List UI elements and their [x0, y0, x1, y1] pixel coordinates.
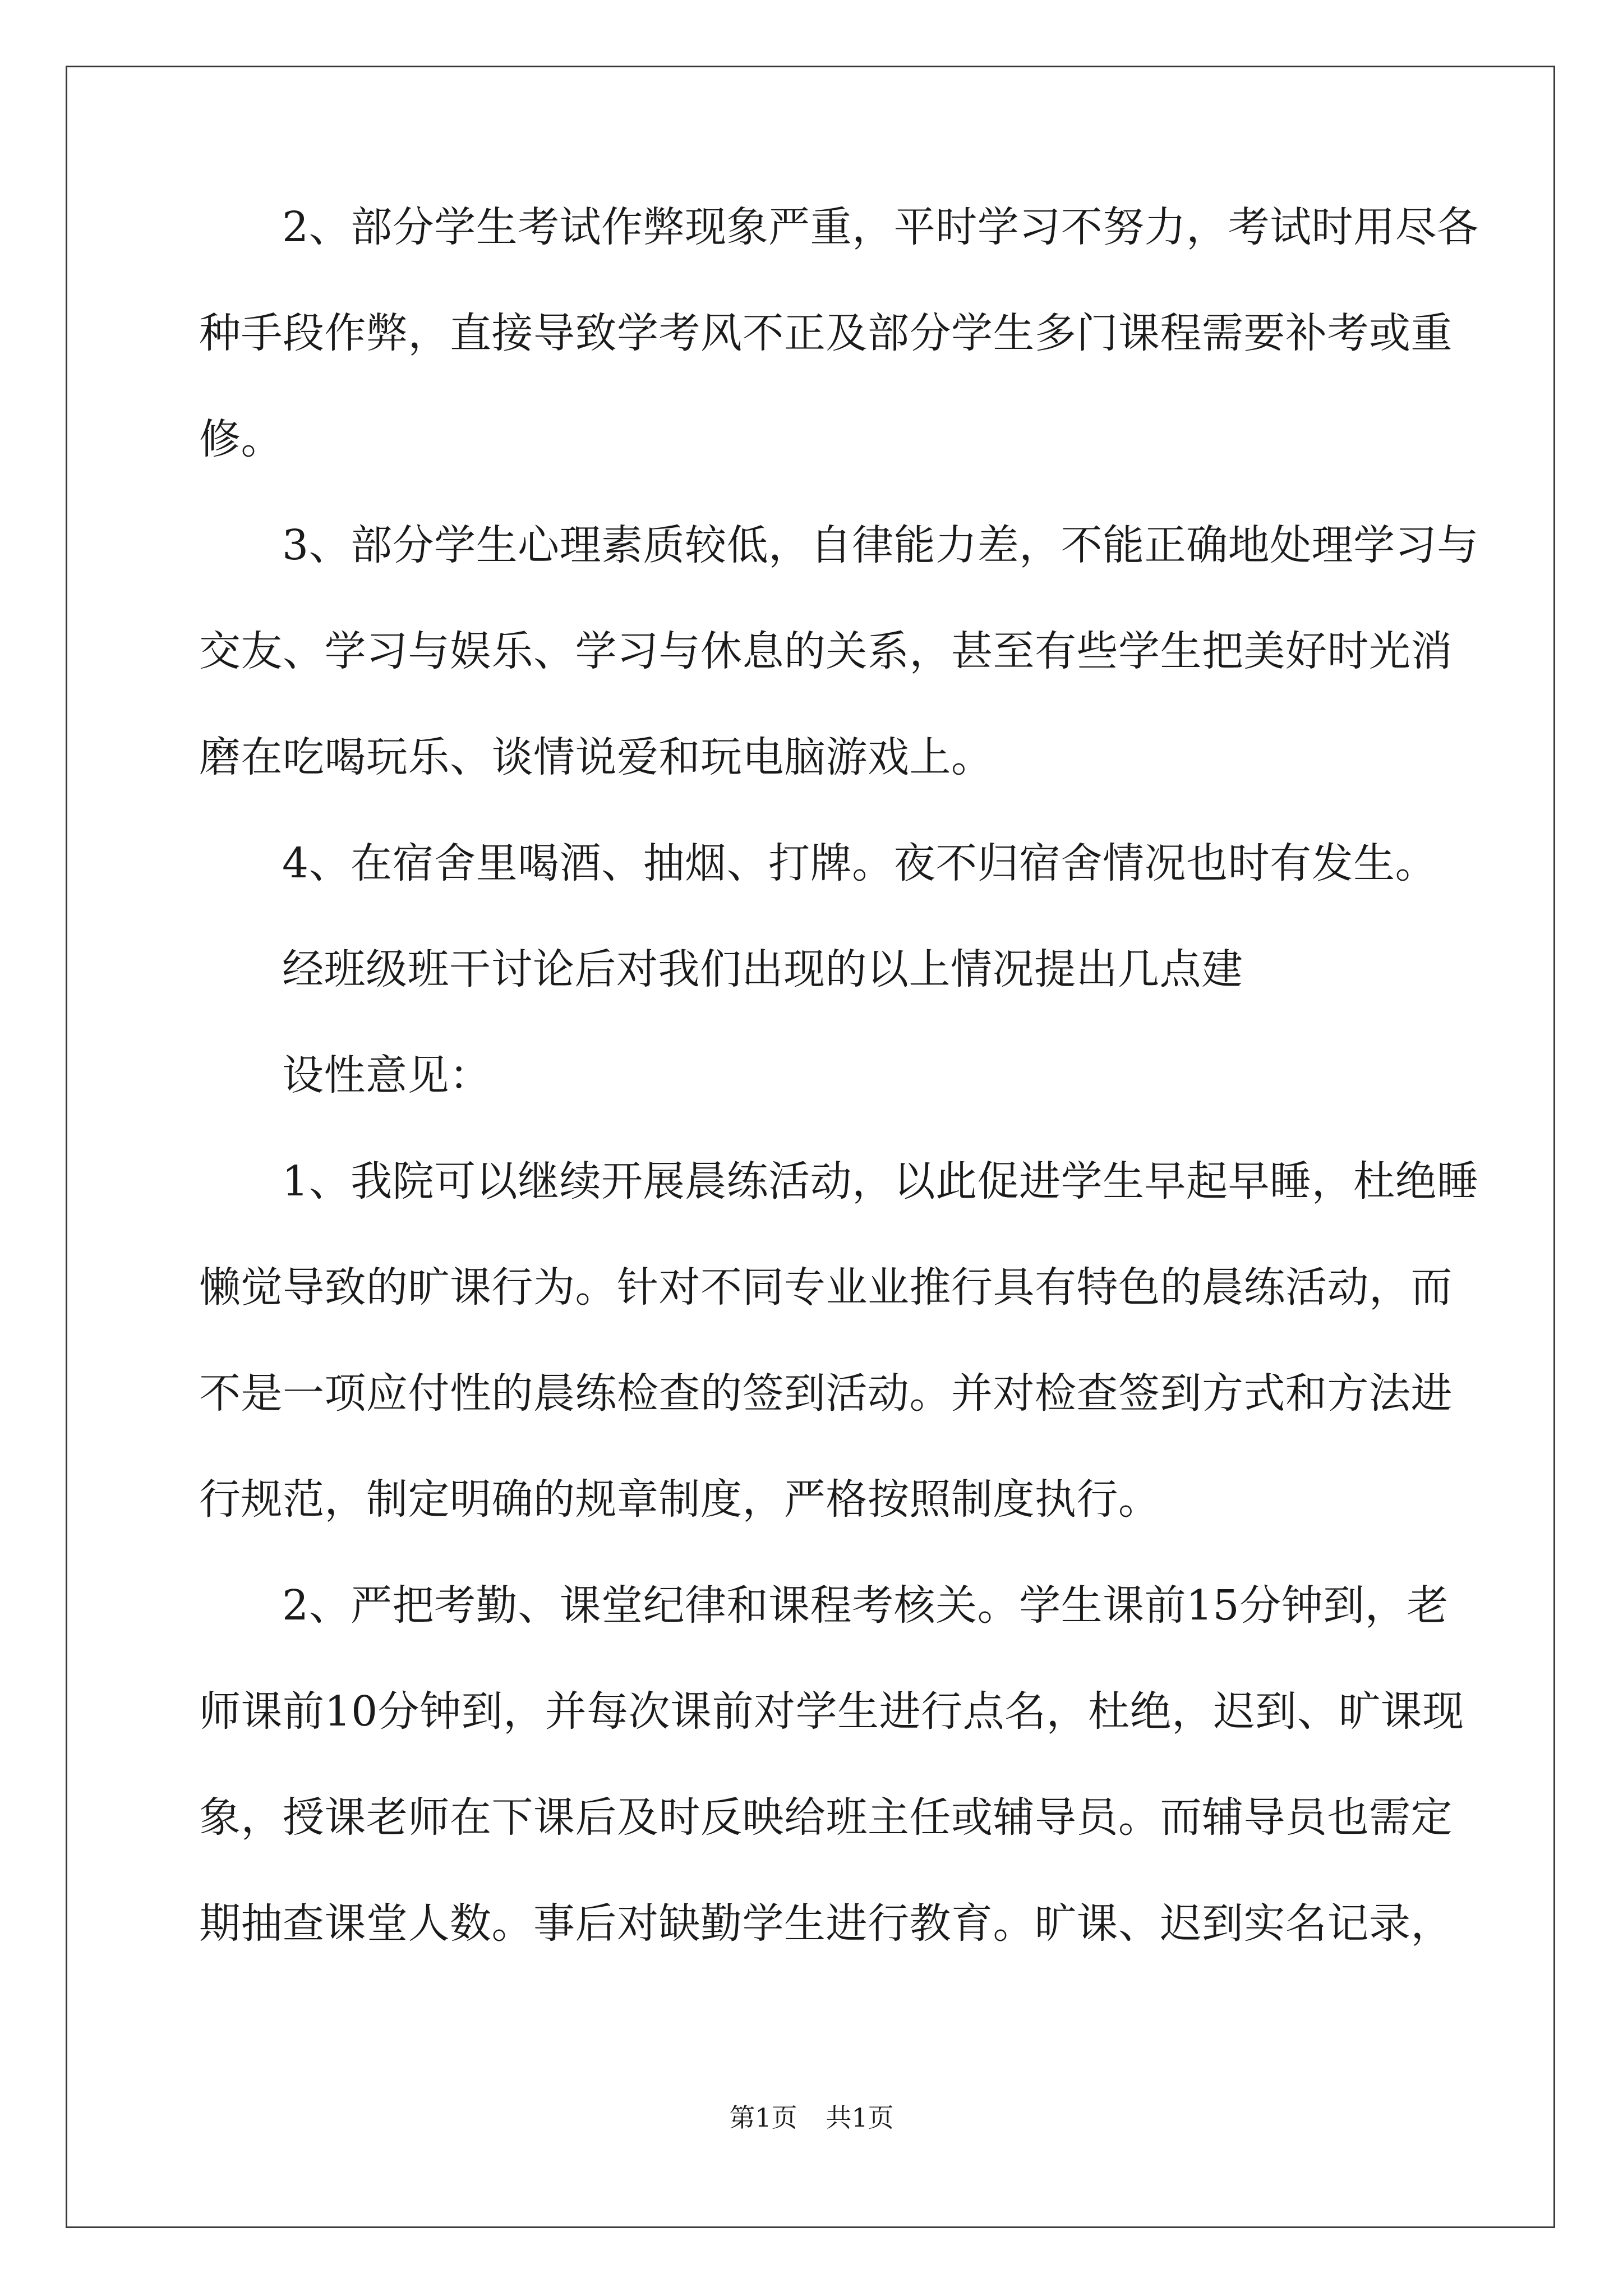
suggestion-2-line-2: 师课前10分钟到，并每次课前对学生进行点名，杜绝，迟到、旷课现 — [199, 1687, 1464, 1736]
suggestion-1-line-4: 行规范，制定明确的规章制度，严格按照制度执行。 — [199, 1475, 1160, 1524]
page-number: 第1页 — [729, 2102, 797, 2133]
paragraph-2-line-1: 2、部分学生考试作弊现象严重，平时学习不努力，考试时用尽各 — [282, 203, 1479, 251]
suggestion-2-line-4: 期抽查课堂人数。事后对缺勤学生进行教育。旷课、迟到实名记录， — [199, 1899, 1453, 1948]
suggestion-2-line-3: 象，授课老师在下课后及时反映给班主任或辅导员。而辅导员也需定 — [199, 1793, 1453, 1842]
page-total: 共1页 — [826, 2102, 894, 2133]
paragraph-4-line-1: 4、在宿舍里喝酒、抽烟、打牌。夜不归宿舍情况也时有发生。 — [282, 839, 1437, 887]
paragraph-2-line-2: 种手段作弊，直接导致学考风不正及部分学生多门课程需要补考或重 — [199, 309, 1453, 357]
suggestion-1-line-3: 不是一项应付性的晨练检查的签到活动。并对检查签到方式和方法进 — [199, 1369, 1453, 1418]
paragraph-3-line-1: 3、部分学生心理素质较低，自律能力差，不能正确地处理学习与 — [282, 521, 1479, 569]
paragraph-3-line-3: 磨在吃喝玩乐、谈情说爱和玩电脑游戏上。 — [199, 733, 993, 781]
paragraph-3-line-2: 交友、学习与娱乐、学习与休息的关系，甚至有些学生把美好时光消 — [199, 627, 1453, 675]
page-footer — [0, 2101, 1623, 2134]
paragraph-2-line-3: 修。 — [199, 415, 283, 463]
suggestion-intro-line-2: 设性意见： — [282, 1051, 491, 1099]
suggestion-2-line-1: 2、严把考勤、课堂纪律和课程考核关。学生课前15分钟到，老 — [282, 1581, 1449, 1630]
suggestion-intro-line-1: 经班级班干讨论后对我们出现的以上情况提出几点建 — [282, 945, 1243, 993]
suggestion-1-line-2: 懒觉导致的旷课行为。针对不同专业业推行具有特色的晨练活动，而 — [199, 1263, 1453, 1312]
suggestion-1-line-1: 1、我院可以继续开展晨练活动，以此促进学生早起早睡，杜绝睡 — [282, 1157, 1479, 1205]
